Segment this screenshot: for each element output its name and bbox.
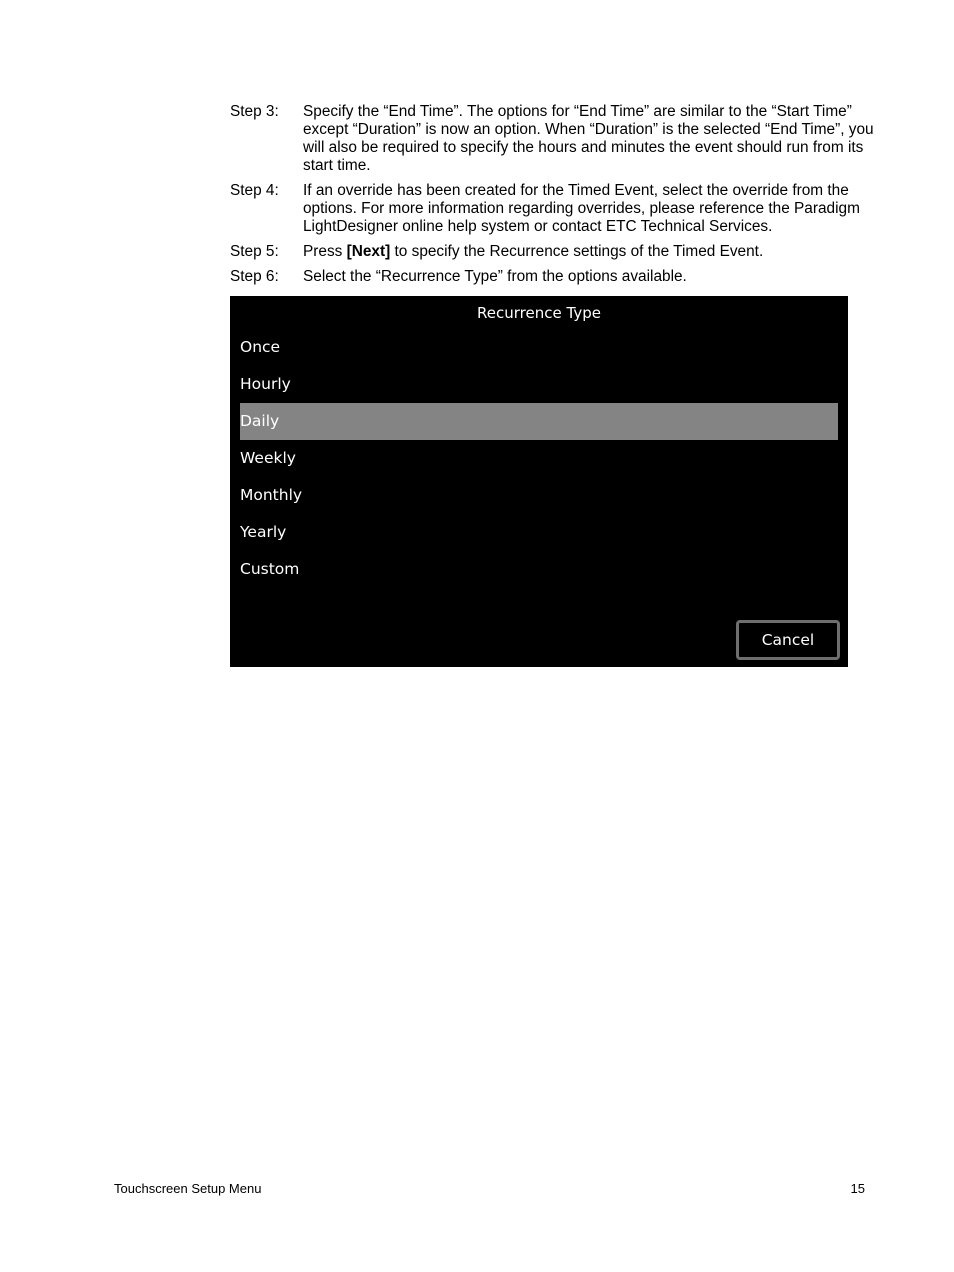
- option-monthly[interactable]: Monthly: [240, 486, 303, 504]
- recurrence-options-list: [240, 329, 838, 588]
- step-6: [230, 268, 875, 286]
- option-weekly[interactable]: Weekly: [240, 449, 296, 467]
- steps-list: [230, 103, 875, 293]
- step-text: Select the “Recurrence Type” from the options available.: [303, 268, 687, 285]
- option-daily[interactable]: Daily: [240, 403, 838, 440]
- step-label: Step 6:: [230, 268, 279, 285]
- step-label: Step 4:: [230, 182, 279, 199]
- footer-page-number: 15: [850, 1181, 865, 1196]
- screen-title: Recurrence Type: [477, 304, 601, 322]
- next-keyword: [Next]: [346, 243, 391, 260]
- step-text: Specify the “End Time”. The options for “End Time” are similar to the “Start Time” except “Duration” is now an option. When “Duration” is the selected “End Time”, you will also be required to specify the hours and minutes the event should run from its start time.: [303, 103, 874, 174]
- step-text: [303, 243, 875, 261]
- option-hourly[interactable]: Hourly: [240, 375, 291, 393]
- step-5: [230, 243, 875, 261]
- step-text-before: Press: [303, 243, 347, 260]
- cancel-button[interactable]: Cancel: [736, 620, 840, 660]
- step-text-after: to specify the Recurrence settings of the Timed Event.: [390, 243, 764, 260]
- footer-section-title: Touchscreen Setup Menu: [114, 1181, 262, 1196]
- step-text: If an override has been created for the Timed Event, select the override from the options. For more information regarding overrides, please reference the Paradigm LightDesigner online help system or contact ETC Technical Services.: [303, 182, 860, 235]
- option-yearly[interactable]: Yearly: [240, 523, 287, 541]
- step-4: [230, 182, 875, 236]
- option-custom[interactable]: Custom: [240, 560, 300, 578]
- option-once[interactable]: Once: [240, 338, 281, 356]
- recurrence-type-screen: [230, 296, 848, 667]
- step-label: Step 5:: [230, 243, 279, 260]
- step-label: Step 3:: [230, 103, 279, 120]
- step-3: [230, 103, 875, 175]
